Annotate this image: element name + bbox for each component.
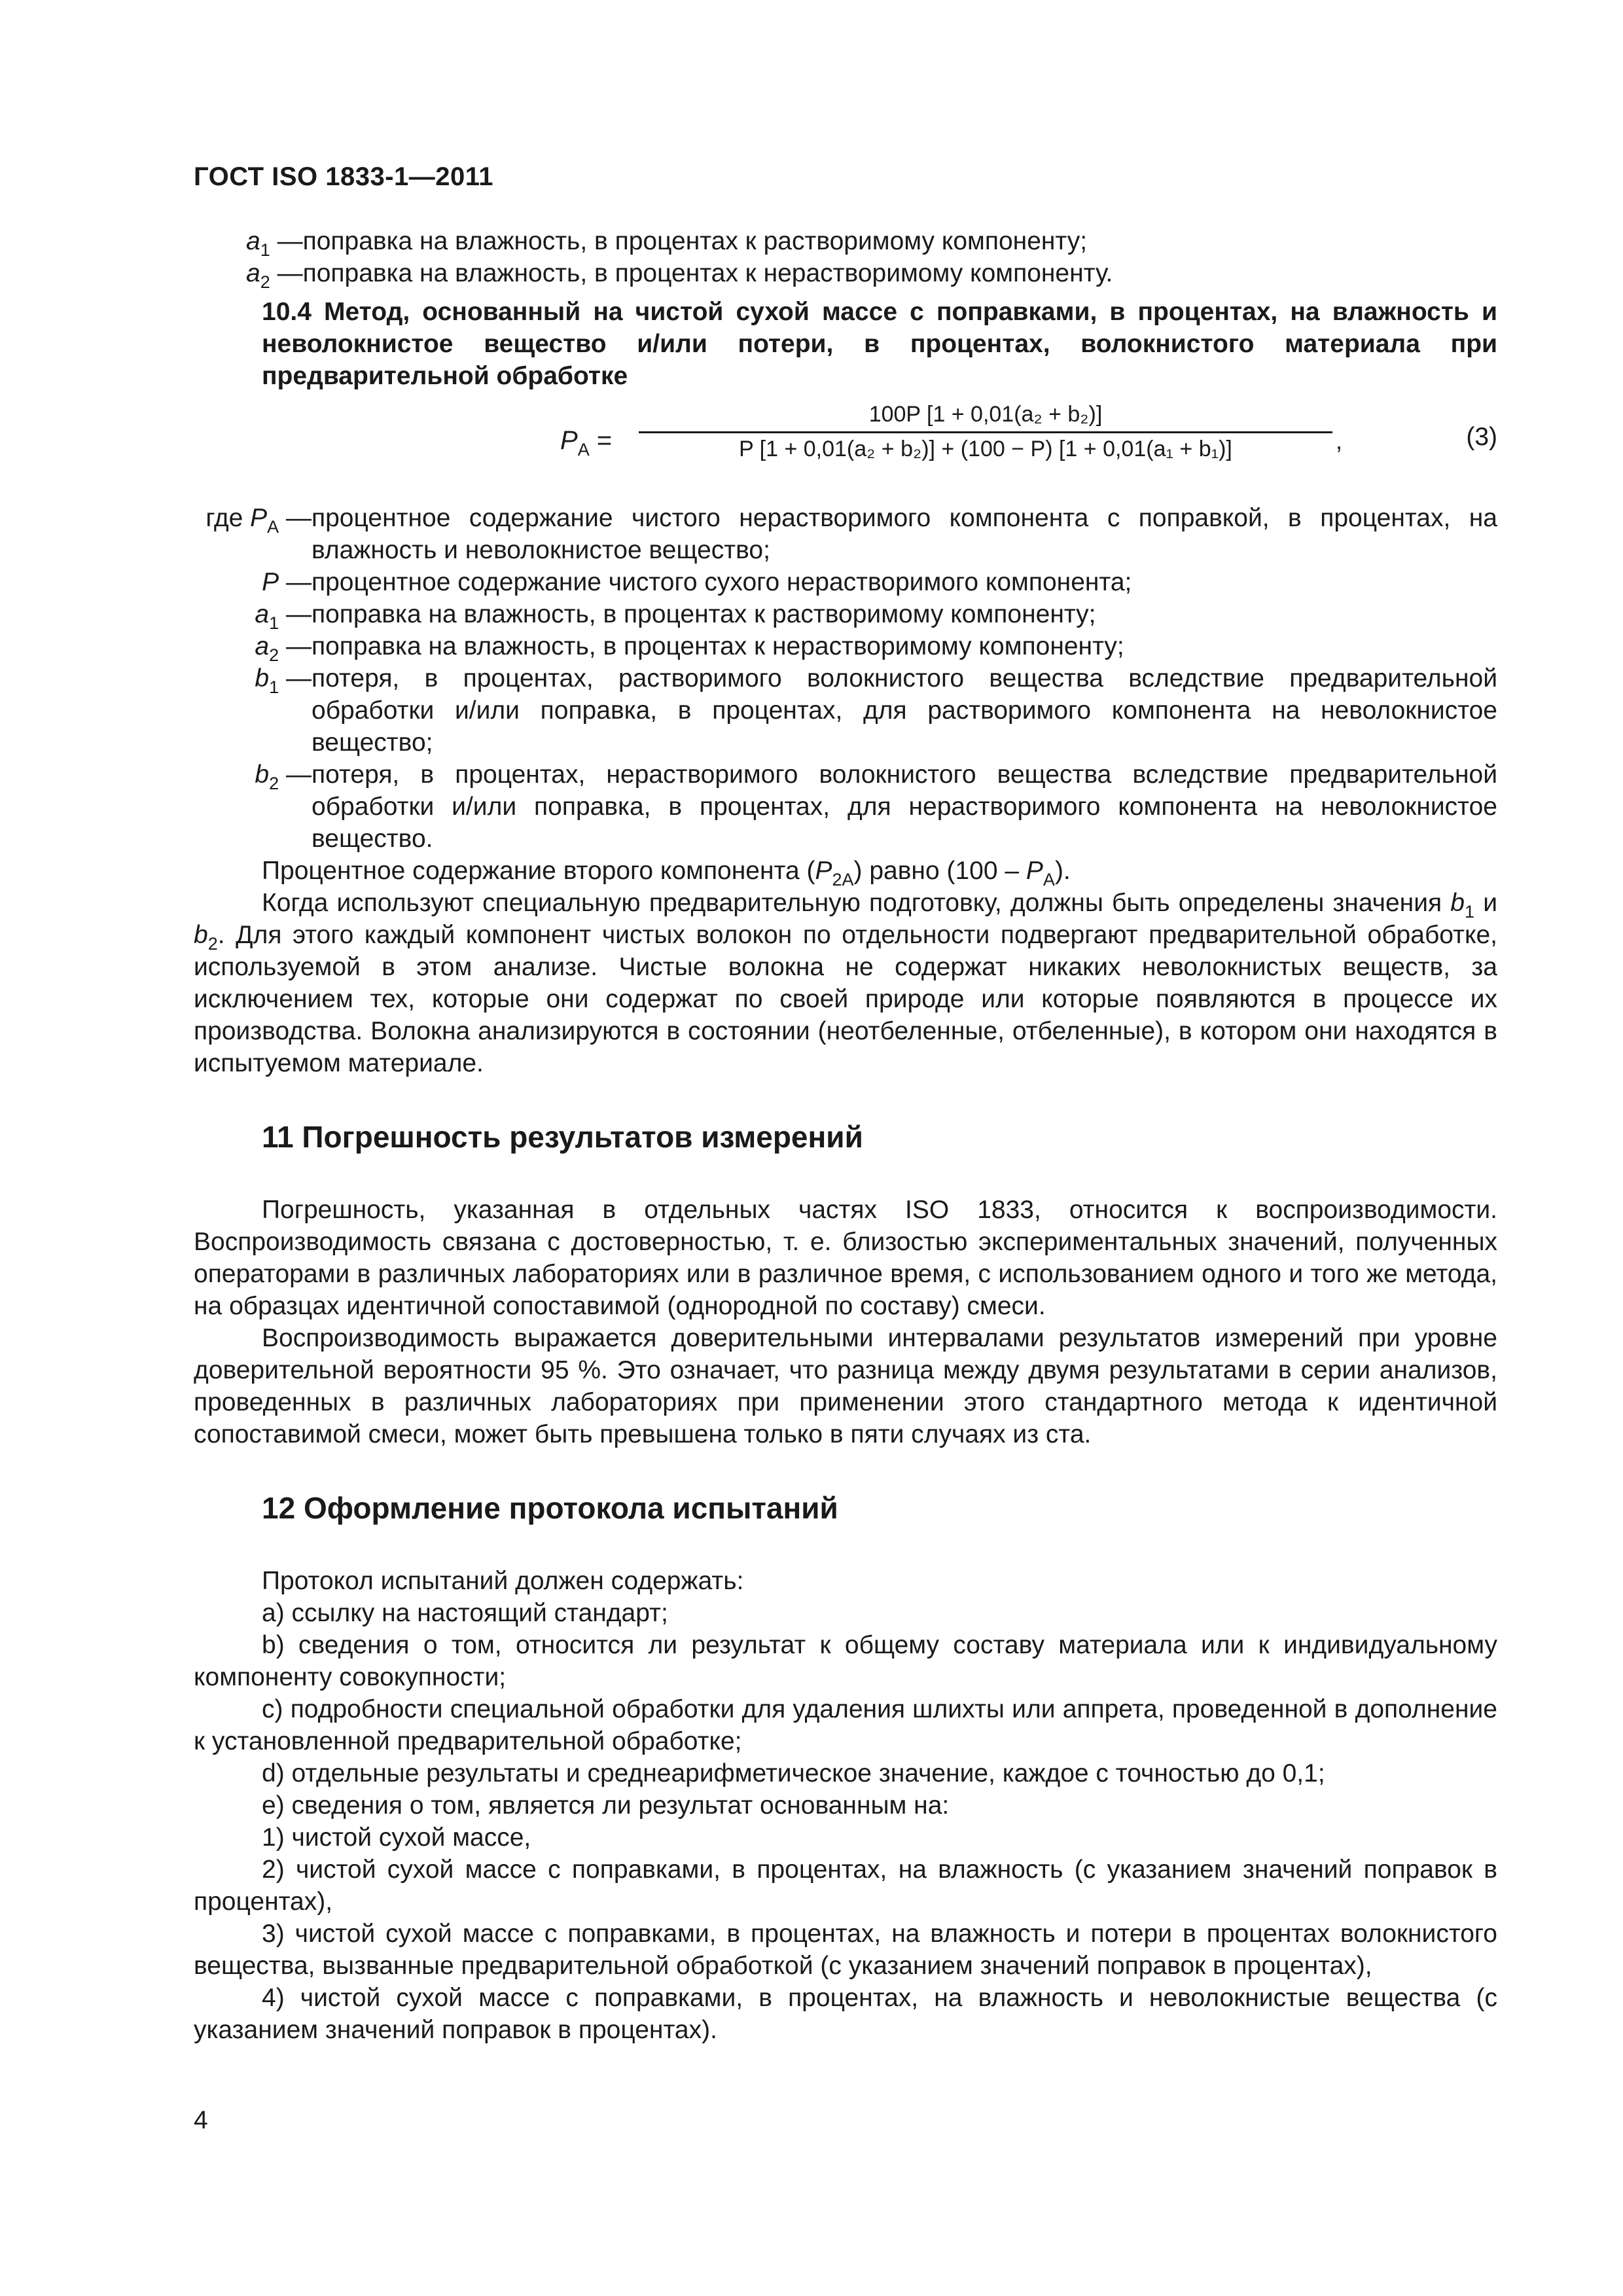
formula-comma: , <box>1336 427 1343 454</box>
formula-fraction <box>639 400 1332 463</box>
paragraph: Воспроизводимость выражается доверительными интервалами результатов измерений при уровне доверительной вероятности 95 %. Это означает, что разница между двумя результатами в серии анализов, проведенных в различных лабораториях при применении этого стандартного метода к идентичной сопоставимой смеси, может быть превышена только в пяти случаях из ста. <box>194 1324 1497 1448</box>
list-item: e) сведения о том, является ли результат основанным на: <box>262 1791 950 1820</box>
where-symbol: $b_2$ — <box>255 761 312 793</box>
where-text: поправка на влажность, в процентах к растворимому компоненту; <box>312 600 1096 628</box>
definition-row <box>194 257 1497 292</box>
where-row <box>194 630 1497 665</box>
definition-text: поправка на влажность, в процентах к нерастворимому компоненту. <box>302 259 1113 287</box>
where-symbol: $b_1$ — <box>255 664 312 697</box>
list-item: 3) чистой сухой массе с поправками, в процентах, на влажность и потери в процентах волокнистого вещества, вызванные предварительной обработкой (с указанием значений поправок в процентах), <box>194 1920 1497 1980</box>
fraction-bar <box>639 431 1332 433</box>
definition-symbol: $a_1$ — <box>246 227 303 260</box>
page-number: 4 <box>194 2106 208 2134</box>
section-12-title: 12 Оформление протокола испытаний <box>262 1491 838 1525</box>
list-item: c) подробности специальной обработки для удаления шлихты или аппрета, проведенной в дополнение к установленной предварительной обработке; <box>194 1695 1497 1755</box>
where-symbol: P — <box>262 568 312 596</box>
where-row <box>194 598 1497 633</box>
definition-text: поправка на влажность, в процентах к растворимому компоненту; <box>302 227 1088 255</box>
where-row <box>194 566 1497 598</box>
where-text: поправка на влажность, в процентах к нерастворимому компоненту; <box>312 632 1124 660</box>
where-symbol: $a_2$ — <box>255 632 312 665</box>
paragraph: Протокол испытаний должен содержать: <box>262 1567 744 1595</box>
subsection-title: 10.4 Метод, основанный на чистой сухой массе с поправками, в процентах, на влажность и неволокнистое вещество и/или потери, в процентах, волокнистого материала при предварительной обработке <box>262 298 1497 390</box>
formula-numerator: 100P [1 + 0,01(a₂ + b₂)] <box>868 402 1103 427</box>
where-text: процентное содержание чистого нерастворимого компонента с поправкой, в процентах, на влажность и неволокнистое вещество; <box>312 504 1497 564</box>
paragraph: Погрешность, указанная в отдельных частях ISO 1833, относится к воспроизводимости. Воспроизводимость связана с достоверностью, т. е. близостью экспериментальных значений, полученных операторами в различных лабораториях или в различное время, с использованием одного и того же метода, на образцах идентичной сопоставимой (однородной по составу) смеси. <box>194 1196 1497 1320</box>
paragraph-pretreatment: Когда используют специальную предварительную подготовку, должны быть определены значения $b_1$ и $b_2$. Для этого каждый компонент чистых волокон по отдельности подвергают предварительной обработке, используемой в этом анализе. Чистые волокна не содержат никаких неволокнистых веществ, за исключением тех, которые они содержат по своей природе или которые появляются в процессе их производства. Волокна анализируются в состоянии (неотбеленные, отбеленные), в котором они находятся в испытуемом материале. <box>194 889 1497 1077</box>
where-row <box>194 662 1497 759</box>
list-item: a) ссылку на настоящий стандарт; <box>262 1599 668 1627</box>
formula-lhs: $P_A$ = <box>560 426 613 459</box>
formula-number: (3) <box>1466 423 1497 451</box>
paragraph-second-component: Процентное содержание второго компонента $(P_{2A})$ равно $(100 - P_A)$. <box>262 857 1071 889</box>
where-symbol: $a_1$ — <box>255 600 312 633</box>
list-item: d) отдельные результаты и среднеарифметическое значение, каждое с точностью до 0,1; <box>262 1759 1325 1787</box>
where-row <box>194 502 1497 566</box>
where-text: процентное содержание чистого сухого нерастворимого компонента; <box>312 568 1132 596</box>
document-header: ГОСТ ISO 1833-1—2011 <box>194 162 494 191</box>
list-item: 1) чистой сухой массе, <box>262 1823 531 1852</box>
list-item: 2) чистой сухой массе с поправками, в процентах, на влажность (с указанием значений поправок в процентах), <box>194 1856 1497 1916</box>
where-row <box>194 759 1497 855</box>
definition-row <box>194 225 1497 260</box>
page-content <box>194 225 1497 2046</box>
formula-3 <box>194 399 1497 476</box>
where-symbol: где $P_A$ — <box>205 504 312 537</box>
formula-denominator: P [1 + 0,01(a₂ + b₂)] + (100 − P) [1 + 0,01(a₁ + b₁)] <box>739 437 1232 461</box>
list-item: 4) чистой сухой массе с поправками, в процентах, на влажность и неволокнистые вещества (с указанием значений поправок в процентах). <box>194 1984 1497 2044</box>
list-item: b) сведения о том, относится ли результат к общему составу материала или к индивидуальному компоненту совокупности; <box>194 1631 1497 1691</box>
where-text: потеря, в процентах, нерастворимого волокнистого вещества вследствие предварительной обработки и/или поправка, в процентах, для нерастворимого компонента на неволокнистое вещество. <box>312 761 1497 853</box>
section-11-title: 11 Погрешность результатов измерений <box>262 1120 863 1154</box>
definition-symbol: $a_2$ — <box>246 259 303 292</box>
where-text: потеря, в процентах, растворимого волокнистого вещества вследствие предварительной обработки и/или поправка, в процентах, для растворимого компонента на неволокнистое вещество; <box>312 664 1497 757</box>
